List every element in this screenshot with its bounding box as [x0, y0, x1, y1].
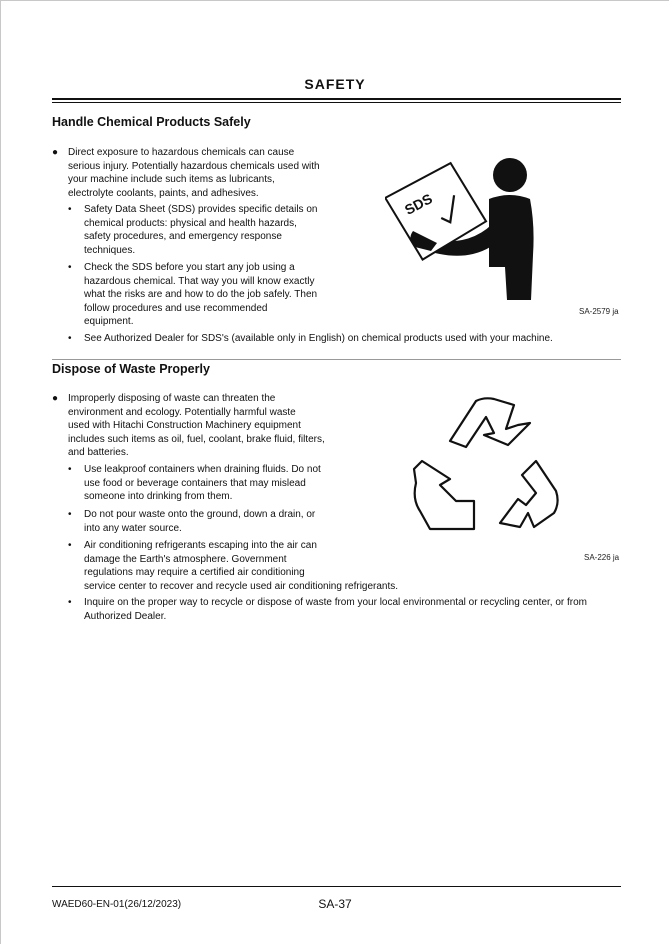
text-line: service center to recover and recycle used air conditioning refrigerants.	[84, 580, 399, 592]
chemical-intro-paragraph	[68, 146, 320, 200]
text-line: what the risks are and how to do the job safely. Then	[84, 289, 318, 301]
text-line: Inquire on the proper way to recycle or dispose of waste from your local environmental or recycling center, or from	[84, 597, 588, 608]
waste-refrigerant-paragraph	[84, 539, 398, 593]
footer-rule	[52, 886, 621, 887]
sub-bullet-icon: •	[68, 333, 72, 344]
text-line: electrolyte coolants, paints, and adhesives.	[68, 187, 259, 199]
sub-bullet-icon: •	[68, 262, 72, 273]
text-line: Do not pour waste onto the ground, down a drain, or	[84, 509, 316, 520]
waste-containers-paragraph	[84, 463, 321, 504]
text-line: chemical products: physical and health hazards,	[84, 217, 297, 229]
chemical-check-paragraph	[84, 261, 317, 329]
sub-bullet-icon: •	[68, 204, 72, 215]
chemical-dealer-paragraph: See Authorized Dealer for SDS's (available only in English) on chemical products used with your machine.	[84, 333, 553, 344]
text-line: environment and ecology. Potentially harmful waste	[68, 406, 296, 418]
text-line: someone into drinking from them.	[84, 491, 233, 503]
bullet-icon: ●	[52, 147, 59, 158]
text-line: Check the SDS before you start any job using a	[84, 262, 295, 273]
text-line: hazardous chemical. That way you will know exactly	[84, 275, 315, 287]
text-line: regulations may require a certified air conditioning	[84, 567, 305, 579]
text-line: techniques.	[84, 244, 136, 256]
text-line: Direct exposure to hazardous chemicals can cause	[68, 147, 295, 158]
footer-page-number: SA-37	[318, 897, 352, 911]
text-line: Authorized Dealer.	[84, 610, 167, 622]
section-title-chemical: Handle Chemical Products Safely	[52, 115, 251, 129]
figure-caption-sds: SA-2579 ja	[579, 307, 619, 316]
text-line: Safety Data Sheet (SDS) provides specific details on	[84, 204, 318, 215]
text-line: safety procedures, and emergency response	[84, 231, 282, 243]
text-line: Air conditioning refrigerants escaping into the air can	[84, 540, 317, 551]
chemical-sds-paragraph	[84, 203, 317, 257]
page-header-title: SAFETY	[304, 76, 366, 92]
text-line: use food or beverage containers that may mislead	[84, 477, 306, 489]
text-line: your machine include such items as lubricants,	[68, 174, 275, 186]
sub-bullet-icon: •	[68, 540, 72, 551]
footer-doc-id: WAED60-EN-01(26/12/2023)	[52, 899, 182, 910]
sub-bullet-icon: •	[68, 509, 72, 520]
waste-inquire-paragraph	[84, 596, 587, 623]
text-line: used with Hitachi Construction Machinery equipment	[68, 420, 301, 432]
section-title-waste: Dispose of Waste Properly	[52, 362, 210, 376]
sub-bullet-icon: •	[68, 597, 72, 608]
figure-caption-recycle: SA-226 ja	[584, 553, 620, 562]
waste-pour-paragraph	[84, 508, 315, 535]
bullet-icon: ●	[52, 393, 59, 404]
text-line: and batteries.	[68, 447, 129, 459]
recycle-icon	[410, 395, 570, 545]
text-line: Use leakproof containers when draining fluids. Do not	[84, 464, 321, 475]
header-rule-thin	[52, 102, 621, 103]
text-line: follow procedures and use recommended	[84, 302, 268, 314]
text-line: damage the Earth's atmosphere. Government	[84, 553, 287, 565]
text-line: into any water source.	[84, 522, 182, 534]
waste-intro-paragraph	[68, 392, 325, 460]
text-line: includes such items as oil, fuel, coolant, brake fluid, filters,	[68, 433, 325, 445]
text-line: serious injury. Potentially hazardous chemicals used with	[68, 160, 320, 172]
header-rule-thick	[52, 98, 621, 100]
person-holding-sds-icon	[385, 155, 545, 303]
text-line: equipment.	[84, 316, 134, 328]
text-line: Improperly disposing of waste can threaten the	[68, 393, 276, 404]
section-divider	[52, 359, 621, 360]
sub-bullet-icon: •	[68, 464, 72, 475]
sds-label: SDS	[401, 190, 435, 218]
